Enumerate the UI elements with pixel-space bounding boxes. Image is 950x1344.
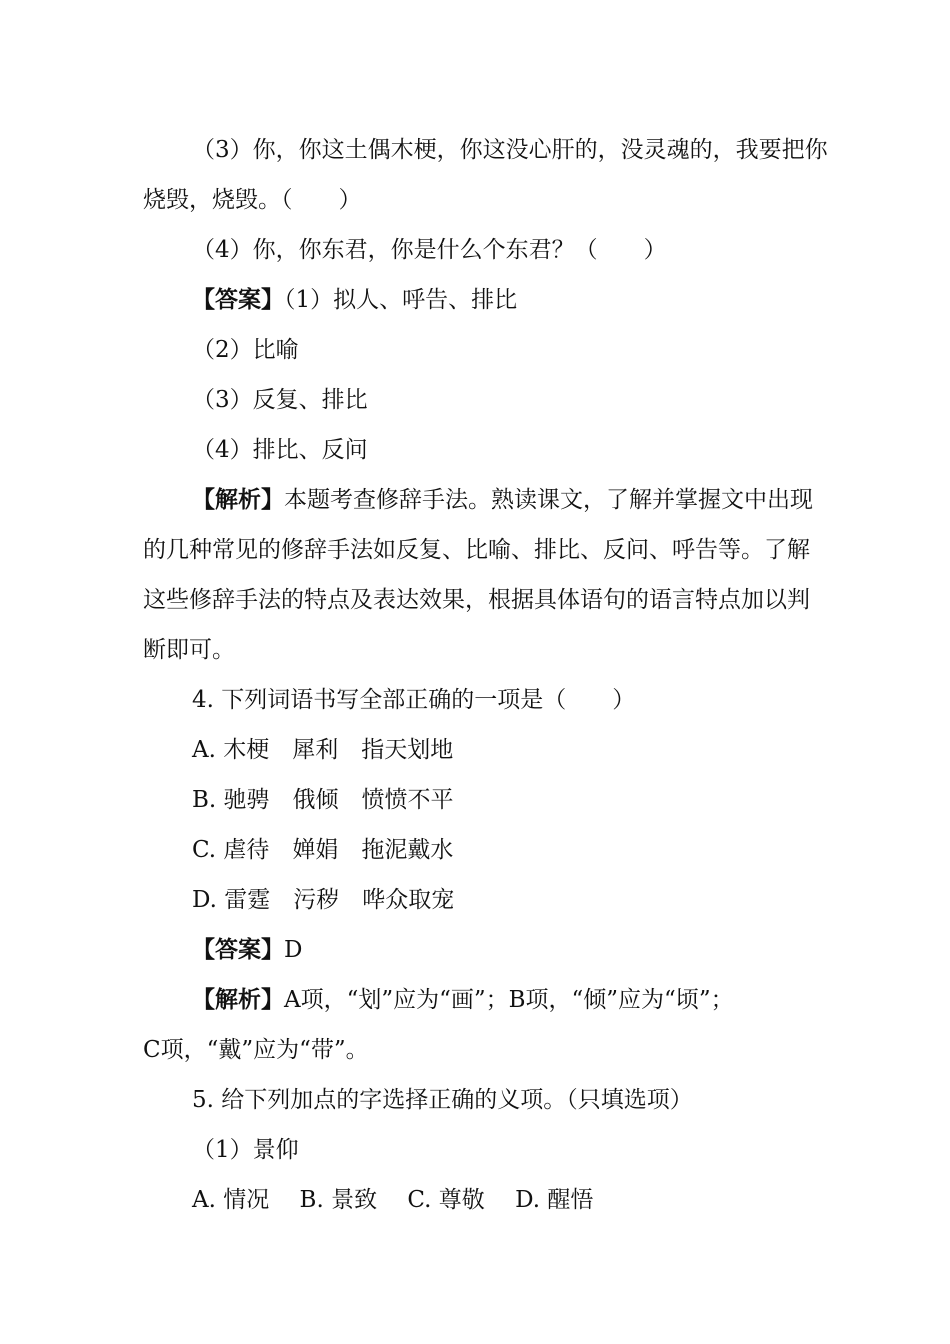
analysis-text: A项，“划”应为“画”；B项，“倾”应为“顷”；	[284, 987, 734, 1013]
question-4-option-d: D. 雷霆 污秽 哗众取宠	[192, 887, 455, 913]
question-4-option-b: B. 驰骋 俄倾 愤愤不平	[192, 787, 454, 813]
question-5-item-1-options: A. 情况 B. 景致 C. 尊敬 D. 醒悟	[192, 1187, 594, 1213]
analysis-text: 本题考查修辞手法。熟读课文，了解并掌握文中出现	[284, 487, 813, 513]
analysis-1-line-4: 断即可。	[143, 637, 235, 663]
answer-1-item-3: （3）反复、排比	[192, 387, 368, 413]
answer-text: （1）拟人、呼告、排比	[284, 287, 518, 313]
answer-tag: 【答案】	[192, 936, 284, 963]
question-3-line-2: 烧毁，烧毁。（ ）	[143, 187, 362, 213]
answer-1-item-2: （2）比喻	[192, 337, 299, 363]
question-4-option-c: C. 虐待 婵娟 拖泥戴水	[192, 837, 454, 863]
question-4-sentence: （4）你，你东君，你是什么个东君？（ ）	[192, 237, 667, 263]
question-3-line-1: （3）你，你这土偶木梗，你这没心肝的，没灵魂的，我要把你	[192, 137, 828, 163]
question-4-option-a: A. 木梗 犀利 指天划地	[192, 737, 454, 763]
question-4-title: 4. 下列词语书写全部正确的一项是（ ）	[192, 687, 636, 713]
answer-tag: 【答案】	[192, 286, 284, 313]
answer-1	[192, 285, 517, 315]
analysis-2-line-1	[192, 985, 734, 1015]
analysis-tag: 【解析】	[192, 986, 284, 1013]
question-5-title: 5. 给下列加点的字选择正确的义项。（只填选项）	[192, 1087, 693, 1113]
answer-1-item-4: （4）排比、反问	[192, 437, 368, 463]
answer-2	[192, 935, 302, 965]
analysis-1-line-1	[192, 485, 813, 515]
answer-text: D	[284, 937, 303, 963]
analysis-1-line-3: 这些修辞手法的特点及表达效果，根据具体语句的语言特点加以判	[143, 587, 810, 613]
analysis-1-line-2: 的几种常见的修辞手法如反复、比喻、排比、反问、呼告等。了解	[143, 537, 810, 563]
analysis-tag: 【解析】	[192, 486, 284, 513]
question-5-item-1: （1）景仰	[192, 1137, 299, 1163]
analysis-2-line-2: C项，“戴”应为“带”。	[143, 1037, 369, 1063]
